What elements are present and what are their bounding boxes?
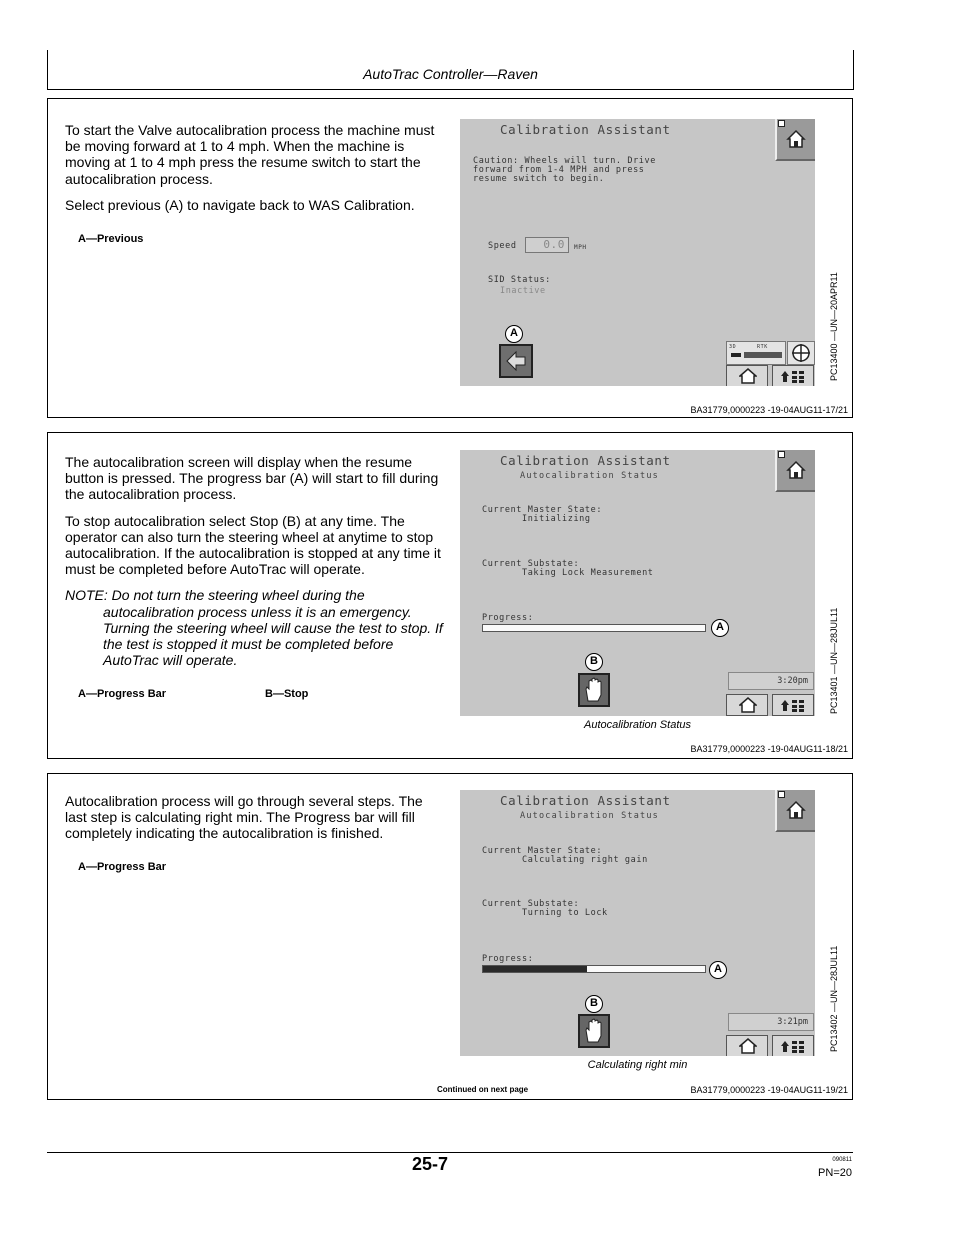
home-button[interactable] — [775, 119, 815, 161]
master-state-value: Initializing — [522, 514, 591, 524]
image-tag: PC13401 —UN—28JUL11 — [829, 607, 839, 714]
stop-hand-icon — [580, 675, 608, 705]
stop-button[interactable] — [578, 673, 610, 707]
master-state-label: Current Master State: — [482, 505, 603, 515]
continued-note: Continued on next page — [437, 1085, 529, 1094]
page-number: 25-7 — [411, 1154, 449, 1174]
reference-code: BA31779,0000223 -19-04AUG11-18/21 — [690, 744, 848, 754]
pn-number: PN=20 — [818, 1167, 852, 1179]
menu-grid-icon — [779, 697, 809, 713]
progress-bar — [482, 965, 706, 973]
status-rtk: RTK — [757, 344, 768, 350]
sid-status-label: SID Status: — [488, 275, 551, 285]
note — [65, 587, 447, 668]
main-home-button[interactable] — [726, 365, 768, 386]
arrow-left-icon — [501, 346, 531, 376]
master-state-value: Calculating right gain — [522, 855, 648, 865]
section-1 — [47, 98, 853, 418]
previous-button[interactable] — [499, 344, 533, 378]
image-tag: PC13402 —UN—28JUL11 — [829, 945, 839, 1052]
calibration-screen-1 — [460, 119, 815, 386]
paragraph: Select previous (A) to navigate back to WAS Calibration. — [65, 196, 415, 213]
paragraph: To start the Valve autocalibration process the machine must be moving forward at 1 to 4 mph. When the machine is moving at 1 to 4 mph press the resume switch to start the autocalibration process. — [65, 122, 435, 187]
date-code: 090811 — [832, 1157, 852, 1163]
reference-code: BA31779,0000223 -19-04AUG11-19/21 — [690, 1085, 848, 1095]
section-2-text — [65, 454, 447, 668]
caution-line-3: resume switch to begin. — [473, 174, 605, 184]
bottom-bar — [726, 694, 814, 716]
main-home-button[interactable] — [726, 1035, 768, 1056]
caution-line-2: forward from 1-4 MPH and press — [473, 165, 645, 175]
home-icon — [739, 697, 757, 713]
stop-hand-icon — [580, 1016, 608, 1046]
screen-title: Calibration Assistant — [500, 453, 671, 468]
image-caption: Autocalibration Status — [583, 719, 691, 731]
section-3 — [47, 773, 853, 1100]
home-icon — [739, 1038, 757, 1054]
note-rest: autocalibration process unless it is an emergency. Turning the steering wheel will cause the test to stop. If the test is stopped it must be completed before AutoTrac will operate. — [103, 603, 443, 669]
image-caption: Calculating right min — [587, 1059, 688, 1071]
callout-b: B — [585, 995, 603, 1013]
menu-button[interactable] — [772, 1035, 814, 1056]
calibration-screen-2 — [460, 450, 815, 716]
paragraph: The autocalibration screen will display when the resume button is pressed. The progress bar (A) will start to fill during the autocalibration process. — [65, 454, 439, 503]
sid-status-value: Inactive — [500, 286, 546, 296]
screen-subtitle: Autocalibration Status — [520, 811, 659, 821]
flag-icon — [778, 451, 785, 458]
bottom-bar — [726, 1035, 814, 1056]
menu-button[interactable] — [772, 694, 814, 716]
crosshair-icon — [790, 342, 812, 364]
callout-b: B — [585, 653, 603, 671]
speed-value: 0.0 — [525, 237, 569, 253]
screen-title: Calibration Assistant — [500, 122, 671, 137]
home-icon — [786, 460, 806, 480]
substate-label: Current Substate: — [482, 559, 580, 569]
home-icon — [786, 800, 806, 820]
stop-button[interactable] — [578, 1014, 610, 1048]
caption-a-progress-bar: A—Progress Bar — [78, 688, 167, 700]
home-button[interactable] — [775, 450, 815, 492]
progress-bar — [482, 624, 706, 632]
substate-value: Taking Lock Measurement — [522, 568, 654, 578]
menu-grid-icon — [779, 368, 809, 384]
substate-label: Current Substate: — [482, 899, 580, 909]
section-1-text — [65, 122, 447, 223]
flag-icon — [778, 120, 785, 127]
master-state-label: Current Master State: — [482, 846, 603, 856]
caption-a-progress-bar: A—Progress Bar — [78, 861, 167, 873]
running-header — [47, 50, 854, 90]
callout-a: A — [709, 961, 727, 979]
speed-label: Speed — [488, 241, 517, 251]
screen-title: Calibration Assistant — [500, 793, 671, 808]
clock: 3:21pm — [728, 1013, 814, 1031]
section-2 — [47, 432, 853, 759]
caption-a-previous: A—Previous — [78, 233, 144, 245]
home-icon — [739, 368, 757, 384]
reference-code: BA31779,0000223 -19-04AUG11-17/21 — [690, 405, 848, 415]
crosshair-button[interactable] — [787, 341, 815, 365]
home-icon — [786, 129, 806, 149]
status-3d: 3D — [729, 344, 737, 350]
caption-b-stop: B—Stop — [265, 688, 309, 700]
flag-icon — [778, 791, 785, 798]
paragraph: To stop autocalibration select Stop (B) at any time. The operator can also turn the steering wheel at anytime to stop autocalibration. If the autocalibration is stopped at any time it must be completed before AutoTrac will operate. — [65, 512, 441, 578]
rtk-bar — [744, 352, 782, 358]
progress-fill — [483, 966, 587, 972]
menu-grid-icon — [779, 1038, 809, 1054]
substate-value: Turning to Lock — [522, 908, 608, 918]
signal-icon — [731, 353, 741, 357]
progress-label: Progress: — [482, 954, 534, 964]
progress-label: Progress: — [482, 613, 534, 623]
header-title: AutoTrac Controller—Raven — [363, 66, 538, 82]
paragraph: Autocalibration process will go through several steps. The last step is calculating right min. The Progress bar will fill completely indicating the autocalibration is finished. — [65, 793, 423, 842]
footer-rule — [47, 1152, 853, 1153]
image-tag: PC13400 —UN—20APR11 — [829, 272, 839, 381]
home-button[interactable] — [775, 790, 815, 832]
main-home-button[interactable] — [726, 694, 768, 716]
menu-button[interactable] — [772, 365, 814, 386]
screen-subtitle: Autocalibration Status — [520, 471, 659, 481]
callout-a: A — [711, 619, 729, 637]
clock: 3:20pm — [728, 672, 814, 690]
speed-unit: MPH — [574, 244, 587, 251]
caution-line-1: Caution: Wheels will turn. Drive — [473, 156, 656, 166]
gps-status — [726, 341, 786, 365]
section-3-text — [65, 793, 447, 852]
note-lead: NOTE: Do not turn the steering wheel during the — [65, 587, 365, 604]
bottom-bar — [726, 365, 814, 386]
callout-a: A — [505, 325, 523, 343]
calibration-screen-3 — [460, 790, 815, 1056]
